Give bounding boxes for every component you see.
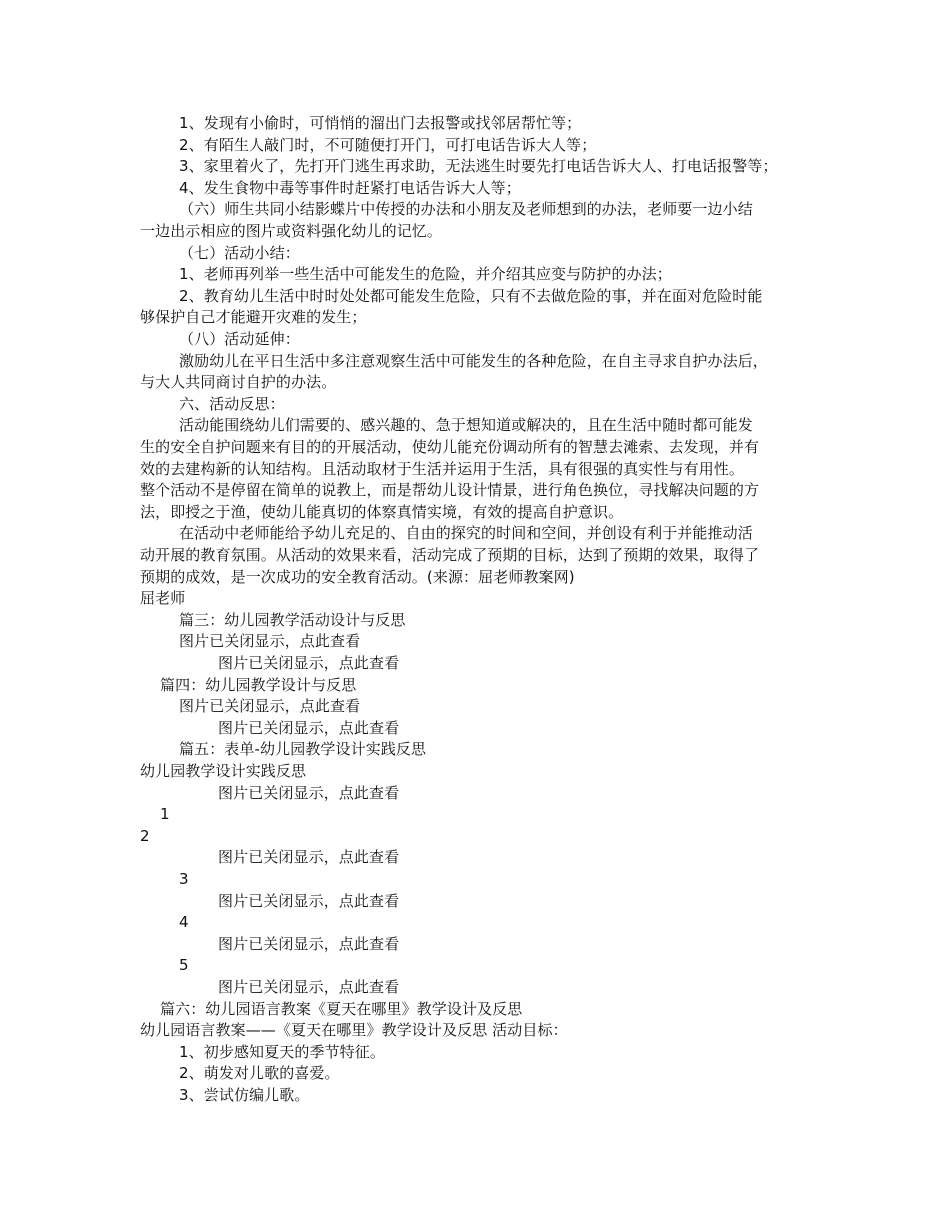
text-line: 2、萌发对儿歌的喜爱。: [179, 1064, 340, 1082]
image-placeholder-link[interactable]: 图片已关闭显示，点此查看: [179, 632, 361, 650]
image-placeholder-link[interactable]: 图片已关闭显示，点此查看: [218, 935, 400, 953]
article-heading: 篇三：幼儿园教学活动设计与反思: [179, 611, 406, 629]
list-number: 5: [179, 956, 189, 974]
image-placeholder-link[interactable]: 图片已关闭显示，点此查看: [218, 654, 400, 672]
text-line: 1、老师再列举一些生活中可能发生的危险，并介绍其应变与防护的办法；: [179, 265, 672, 283]
article-heading: 篇五：表单-幼儿园教学设计实践反思: [179, 740, 427, 758]
text-line: 预期的成效，是一次成功的安全教育活动。(来源：屈老师教案网): [140, 568, 575, 586]
text-line: 2、教育幼儿生活中时时处处都可能发生危险，只有不去做危险的事，并在面对危险时能: [179, 287, 763, 305]
text-line: 3、尝试仿编儿歌。: [179, 1086, 310, 1104]
image-placeholder-link[interactable]: 图片已关闭显示，点此查看: [179, 697, 361, 715]
image-placeholder-link[interactable]: 图片已关闭显示，点此查看: [218, 892, 400, 910]
text-line: 活动能围绕幼儿们需要的、感兴趣的、急于想知道或解决的，且在生活中随时都可能发: [179, 416, 753, 434]
text-line: 够保护自己才能避开灾难的发生；: [140, 308, 367, 326]
text-line: 屈老师: [140, 589, 186, 607]
text-line: 1、发现有小偷时，可悄悄的溜出门去报警或找邻居帮忙等；: [179, 114, 582, 132]
article-heading: 篇四：幼儿园教学设计与反思: [160, 676, 357, 694]
section-heading: 六、活动反思：: [179, 395, 285, 413]
image-placeholder-link[interactable]: 图片已关闭显示，点此查看: [218, 784, 400, 802]
text-line: 一边出示相应的图片或资料强化幼儿的记忆。: [140, 222, 443, 240]
section-heading: （八）活动延伸：: [179, 330, 300, 348]
section-heading: （七）活动小结：: [179, 244, 300, 262]
text-line: 1、初步感知夏天的季节特征。: [179, 1043, 385, 1061]
image-placeholder-link[interactable]: 图片已关闭显示，点此查看: [218, 848, 400, 866]
text-line: 动开展的教育氛围。从活动的效果来看，活动完成了预期的目标，达到了预期的效果，取得了: [140, 546, 760, 564]
list-number: 4: [179, 913, 189, 931]
list-number: 2: [140, 827, 150, 845]
list-number: 1: [160, 805, 170, 823]
text-line: 法，即授之于渔，使幼儿能真切的体察真情实境，有效的提高自护意识。: [140, 503, 624, 521]
text-line: 幼儿园语言教案——《夏天在哪里》教学设计及反思 活动目标：: [140, 1021, 568, 1039]
text-line: 2、有陌生人敲门时，不可随便打开门，可打电话告诉大人等；: [179, 136, 597, 154]
text-line: 3、家里着火了，先打开门逃生再求助，无法逃生时要先打电话告诉大人、打电话报警等；: [179, 157, 778, 175]
text-line: 激励幼儿在平日生活中多注意观察生活中可能发生的各种危险，在自主寻求自护办法后，: [179, 352, 768, 370]
text-line: 整个活动不是停留在简单的说教上，而是帮幼儿设计情景，进行角色换位，寻找解决问题的方: [140, 481, 760, 499]
list-number: 3: [179, 870, 189, 888]
image-placeholder-link[interactable]: 图片已关闭显示，点此查看: [218, 719, 400, 737]
text-line: 在活动中老师能给予幼儿充足的、自由的探究的时间和空间，并创设有利于并能推动活: [179, 524, 753, 542]
text-line: 效的去建构新的认知结构。且活动取材于生活并运用于生活，具有很强的真实性与有用性。: [140, 460, 745, 478]
text-line: （六）师生共同小结影蝶片中传授的办法和小朋友及老师想到的办法，老师要一边小结: [179, 200, 753, 218]
text-line: 生的安全自护问题来有目的的开展活动，使幼儿能充份调动所有的智慧去滩索、去发现，并有: [140, 438, 760, 456]
article-heading: 篇六：幼儿园语言教案《夏天在哪里》教学设计及反思: [160, 1000, 523, 1018]
text-line: 幼儿园教学设计实践反思: [140, 762, 307, 780]
text-line: 与大人共同商讨自护的办法。: [140, 373, 337, 391]
image-placeholder-link[interactable]: 图片已关闭显示，点此查看: [218, 978, 400, 996]
text-line: 4、发生食物中毒等事件时赶紧打电话告诉大人等；: [179, 179, 521, 197]
